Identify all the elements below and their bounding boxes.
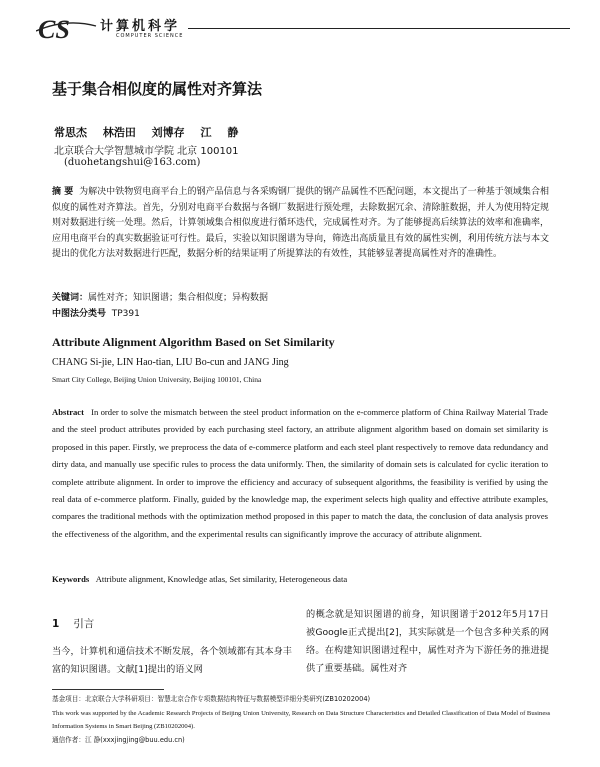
affiliation-en: Smart City College, Beijing Union University, Beijing 100101, China [52,375,262,384]
keywords-en-label: Keywords [52,574,90,584]
abstract-cn-text: 为解决中铁物贸电商平台上的钢产品信息与各采购钢厂提供的钢产品属性不匹配问题，本文提出了一种基于领域集合相似度的属性对齐算法。首先，分别对电商平台数据与各钢厂数据进行预处理，去除数据冗余、清除脏数据，并人为使用特定规则对数据进行统一处理。然后，计算领域集合相似度进行循环迭代，完成属性对齐。为了能够提高后续算法的效率和准确率，应用电商平台的真实数据验证可行性。最后，实验以知识图谱为导向，筛选出高质量且有效的属性实例，利用传统方法与本文提出的优化方法对数据进行匹配，数据分析的结果证明了所提算法的有效性，其能够显著提高属性对齐的准确性。 [52,187,549,259]
abstract-en-text: In order to solve the mismatch between the steel product information on the e-commerce platform of China Railway Material Trade and the steel product attributes provided by each purchasing steel factory, an attribute alignment algorithm based on domain set similarity is proposed in this paper. Firstly, we preprocess the data of e-commerce platform and each steel plant respectively to remove data redundancy and dirty data, and manually use specific rules to process the data uniformly. Then, the similarity of domain sets is calculated for cyclic iteration to complete attribute alignment. In order to improve the efficiency and accuracy of subsequent algorithms, the feasibility is verified by using the real data of e-commerce platform. Finally, guided by the knowledge map, the experiment selects high quality and effective attribute examples, compares the traditional methods with the optimization method proposed in this paper to match the data, the conclusion of data analysis proves the effectiveness of the algorithm, and the experimental results can significantly improve the accuracy of attribute alignment. [52,407,548,539]
paper-title-en: Attribute Alignment Algorithm Based on Set Similarity [52,335,335,349]
section-number: 1 [52,618,60,630]
footnote-fund-cn: 基金项目：北京联合大学科研项目：智慧北京合作专项数据结构特征与数据模型详细分类研究(ZB10202004) [52,695,371,703]
abstract-cn-label: 摘 要 [52,187,74,197]
authors-cn: 常思杰 林浩田 刘博存 江 静 [54,126,239,139]
section-title: 引言 [73,618,95,630]
svg-text:CS: CS [38,15,70,44]
author-email: (duohetangshui@163.com) [64,157,201,168]
classification-cn [52,306,140,319]
journal-logo-icon [36,14,98,44]
body-text-right: 的概念就是知识图谱的前身，知识图谱于2012年5月17日被Google正式提出[2]，其实际就是一个包含多种关系的网络。在构建知识图谱过程中，属性对齐为下游任务的推进提供了重要基础。属性对齐 [306,609,549,674]
footnote-fund-en: This work was supported by the Academic Research Projects of Beijing Union University, Research on Data Structure Characteristics and Detailed Classification of Data Model of Business Information Systems in Smart Beijing (ZB10202004). [52,709,551,730]
journal-header [36,14,570,44]
keywords-cn [52,290,268,303]
body-text-left: 当今，计算机和通信技术不断发展，各个领域都有其本身丰富的知识图谱。文献[1]提出的语义网 [52,646,292,675]
keywords-cn-text: 属性对齐；知识图谱；集合相似度；异构数据 [88,293,269,303]
journal-name-en: COMPUTER SCIENCE [116,33,184,39]
abstract-en [52,404,548,543]
footnote-rule [52,689,164,690]
journal-name: 计算机科学 [100,19,181,34]
paper-title-cn: 基于集合相似度的属性对齐算法 [52,80,263,98]
abstract-cn [52,185,549,263]
abstract-en-label: Abstract [52,407,84,417]
classification-cn-label: 中图法分类号 [52,309,107,319]
authors-en: CHANG Si-jie, LIN Hao-tian, LIU Bo-cun and JANG Jing [52,357,289,368]
affiliation-cn: 北京联合大学智慧城市学院 北京 100101 [54,146,239,157]
keywords-en-text: Attribute alignment, Knowledge atlas, Set similarity, Heterogeneous data [95,574,348,584]
classification-cn-code: TP391 [111,309,140,319]
footnote-corresponding: 通信作者：江 静(xxxjingjing@buu.edu.cn) [52,735,185,744]
footnotes [52,693,552,747]
keywords-cn-label: 关键词： [52,293,89,303]
header-rule [188,28,570,29]
keywords-en [52,574,347,584]
section-heading [52,616,94,631]
